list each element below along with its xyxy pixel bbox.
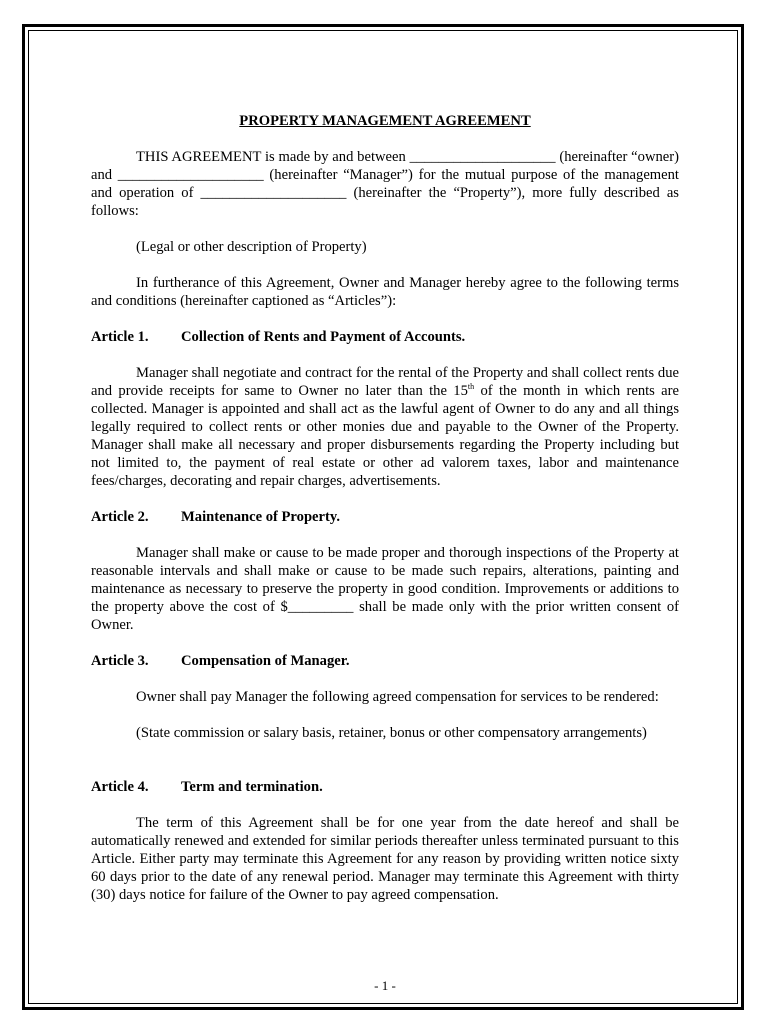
document-title: PROPERTY MANAGEMENT AGREEMENT <box>239 113 531 129</box>
article-2-heading <box>91 508 679 526</box>
article-2-body: Manager shall make or cause to be made proper and thorough inspections of the Property at reasonable intervals and shall make or cause to be made such repairs, alterations, painting and maintenance as necessary to preserve the property in good condition. Improvements or additions to the property above the cost of $_________ shall be made only with the prior written consent of Owner. <box>91 545 679 633</box>
article-title: Compensation of Manager. <box>181 653 350 669</box>
document-body <box>91 112 679 904</box>
ordinal-suffix: th <box>467 382 475 392</box>
page-number: - 1 - <box>374 978 396 993</box>
article-4-heading <box>91 778 679 796</box>
compensation-placeholder: (State commission or salary basis, retainer, bonus or other compensatory arrangements) <box>136 725 647 741</box>
article-3-heading <box>91 652 679 670</box>
article-number: Article 1. <box>91 329 149 345</box>
intro-paragraph: THIS AGREEMENT is made by and between ____________________ (hereinafter “owner) and ____________________ (hereinafter “Manager”) for the mutual purpose of the management and operation of ____________________ (hereinafter the “Property”), more fully described as follows: <box>91 149 679 219</box>
article-number: Article 2. <box>91 509 149 525</box>
article-number: Article 3. <box>91 653 149 669</box>
article-3-body: Owner shall pay Manager the following agreed compensation for services to be rendered: <box>136 689 659 705</box>
property-description-placeholder: (Legal or other description of Property) <box>136 239 367 255</box>
article-title: Term and termination. <box>181 779 323 795</box>
article-4-body: The term of this Agreement shall be for one year from the date hereof and shall be automatically renewed and extended for similar periods thereafter unless terminated pursuant to this Article. Either party may terminate this Agreement for any reason by providing written notice sixty 60 days prior to the date of any renewal period. Manager may terminate this Agreement with thirty (30) days notice for failure of the Owner to pay agreed compensation. <box>91 815 679 903</box>
article-1-body: Manager shall negotiate and contract for the rental of the Property and shall collect rents due and provide receipts for same to Owner no later than the 15th of the month in which rents are collected. Manager is appointed and shall act as the lawful agent of Owner to do any and all things legally required to collect rents or other monies due and payable to the Owner of the Property. Manager shall make all necessary and proper disbursements regarding the Property including but not limited to, the payment of real estate or other ad valorem taxes, labor and maintenance fees/charges, decorating and repair charges, advertisements. <box>91 365 679 489</box>
article-1-heading <box>91 328 679 346</box>
article-title: Maintenance of Property. <box>181 509 341 525</box>
article-title: Collection of Rents and Payment of Accounts. <box>181 329 466 345</box>
furtherance-paragraph: In furtherance of this Agreement, Owner and Manager hereby agree to the following terms and conditions (hereinafter captioned as “Articles”): <box>91 275 679 309</box>
article-number: Article 4. <box>91 779 149 795</box>
